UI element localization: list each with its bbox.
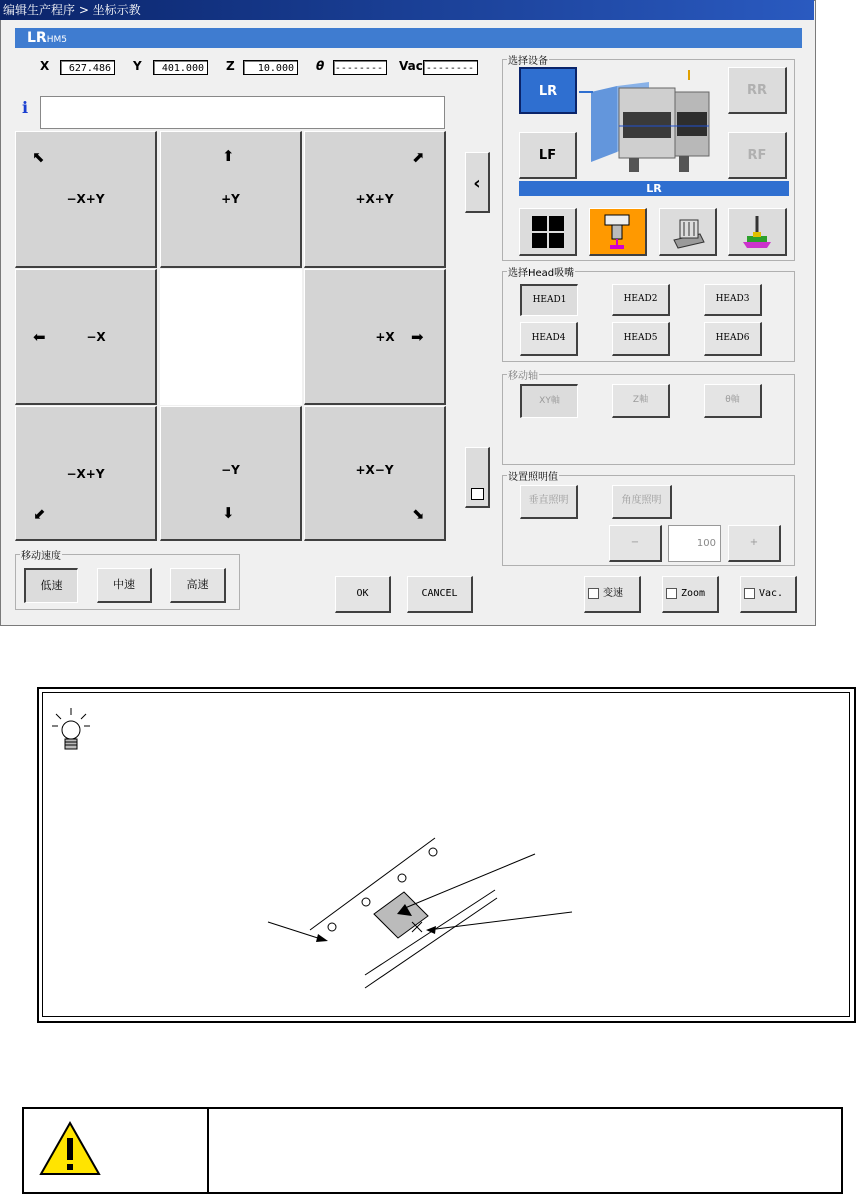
jog-left-button[interactable] bbox=[15, 269, 157, 405]
axis-xy-button[interactable]: XY軸 bbox=[520, 384, 578, 418]
device-lf-button[interactable]: LF bbox=[519, 132, 577, 179]
y-value: 401.000 bbox=[153, 60, 208, 75]
edit-window-button[interactable] bbox=[465, 447, 490, 508]
pcb-mark-diagram bbox=[260, 830, 580, 995]
jog-down-label: −Y bbox=[221, 463, 240, 477]
device-rf-button[interactable]: RF bbox=[728, 132, 787, 179]
vertical-light-button[interactable]: 垂直照明 bbox=[520, 485, 578, 519]
jog-down-left-label: −X+Y bbox=[66, 467, 105, 481]
speed-mid-button[interactable]: 中速 bbox=[97, 568, 152, 603]
device-group-label: 选择设备 bbox=[507, 52, 549, 67]
machine-image bbox=[579, 66, 724, 181]
jog-up-right-label: +X+Y bbox=[355, 192, 394, 206]
jog-up-right-button[interactable] bbox=[304, 131, 446, 268]
vac-label: Vac bbox=[399, 59, 423, 73]
speed-change-label: 变速 bbox=[603, 588, 623, 599]
speed-group-label: 移动速度 bbox=[20, 547, 62, 562]
jog-up-button[interactable] bbox=[160, 131, 302, 268]
jog-down-right-label: +X−Y bbox=[355, 463, 394, 477]
light-decrease-button[interactable]: − bbox=[609, 525, 662, 562]
lightbulb-icon bbox=[50, 706, 96, 754]
grid-icon bbox=[532, 216, 564, 248]
zoom-checkbox[interactable] bbox=[666, 588, 677, 599]
head-camera-icon bbox=[601, 213, 635, 251]
head1-button[interactable]: HEAD1 bbox=[520, 284, 578, 316]
theta-value: -------- bbox=[333, 60, 387, 75]
jog-left-label: −X bbox=[86, 330, 106, 344]
board-view-button[interactable] bbox=[728, 208, 787, 256]
jog-center bbox=[160, 269, 302, 405]
head2-button[interactable]: HEAD2 bbox=[612, 284, 670, 316]
arrow-up-icon: ⬆ bbox=[222, 147, 235, 165]
warning-icon bbox=[38, 1120, 102, 1178]
arrow-left-icon: ⬅ bbox=[33, 328, 46, 346]
jog-right-button[interactable] bbox=[304, 269, 446, 405]
x-label: X bbox=[40, 59, 50, 73]
arrow-down-icon: ⬇ bbox=[222, 504, 235, 522]
jog-up-left-button[interactable] bbox=[15, 131, 157, 268]
head5-button[interactable]: HEAD5 bbox=[612, 322, 670, 356]
cancel-button[interactable]: CANCEL bbox=[407, 576, 473, 613]
view-grid-button[interactable] bbox=[519, 208, 577, 256]
info-icon: i bbox=[22, 98, 29, 117]
axis-group-label: 移动轴 bbox=[507, 367, 539, 382]
chevron-left-icon: ‹ bbox=[473, 173, 481, 194]
head6-button[interactable]: HEAD6 bbox=[704, 322, 762, 356]
vac-value: -------- bbox=[423, 60, 478, 75]
z-value: 10.000 bbox=[243, 60, 298, 75]
light-group-label: 设置照明值 bbox=[507, 468, 559, 483]
device-rr-button[interactable]: RR bbox=[728, 67, 787, 114]
window-title: 编辑生产程序 > 坐标示教 bbox=[0, 0, 814, 20]
arrow-up-right-icon: ⬈ bbox=[412, 148, 425, 166]
head-group-label: 选择Head吸嘴 bbox=[507, 264, 575, 279]
z-label: Z bbox=[226, 59, 235, 73]
banner-machine: LR bbox=[27, 30, 47, 46]
head-camera-button[interactable] bbox=[589, 208, 647, 256]
edit-icon bbox=[471, 488, 484, 500]
jog-down-right-button[interactable] bbox=[304, 406, 446, 541]
speed-change-toggle[interactable] bbox=[584, 576, 641, 613]
feeder-icon bbox=[670, 214, 706, 250]
jog-up-label: +Y bbox=[221, 192, 240, 206]
caution-box bbox=[22, 1107, 843, 1194]
light-increase-button[interactable]: + bbox=[728, 525, 781, 562]
arrow-up-left-icon: ⬉ bbox=[32, 148, 45, 166]
board-camera-icon bbox=[739, 214, 775, 250]
zoom-toggle[interactable] bbox=[662, 576, 719, 613]
vac-toggle[interactable] bbox=[740, 576, 797, 613]
speed-change-checkbox[interactable] bbox=[588, 588, 599, 599]
theta-label: θ bbox=[316, 59, 325, 73]
banner-model: HM5 bbox=[46, 35, 67, 45]
current-device-bar: LR bbox=[519, 181, 789, 196]
feeder-view-button[interactable] bbox=[659, 208, 717, 256]
collapse-panel-button[interactable] bbox=[465, 152, 490, 213]
light-value-field[interactable]: 100 bbox=[668, 525, 721, 562]
arrow-right-icon: ➡ bbox=[411, 328, 424, 346]
info-message-box bbox=[40, 96, 445, 129]
angle-light-button[interactable]: 角度照明 bbox=[612, 485, 672, 519]
jog-down-button[interactable] bbox=[160, 406, 302, 541]
y-label: Y bbox=[133, 59, 142, 73]
jog-right-label: +X bbox=[375, 330, 395, 344]
zoom-label: Zoom bbox=[681, 588, 706, 599]
jog-up-left-label: −X+Y bbox=[66, 192, 105, 206]
jog-down-left-button[interactable] bbox=[15, 406, 157, 541]
head4-button[interactable]: HEAD4 bbox=[520, 322, 578, 356]
caution-divider bbox=[207, 1107, 209, 1194]
arrow-down-left-icon: ⬋ bbox=[33, 505, 46, 523]
vac-checkbox[interactable] bbox=[744, 588, 755, 599]
ok-button[interactable]: OK bbox=[335, 576, 391, 613]
speed-high-button[interactable]: 高速 bbox=[170, 568, 226, 603]
speed-low-button[interactable]: 低速 bbox=[24, 568, 78, 603]
vac-toggle-label: Vac. bbox=[759, 588, 784, 599]
head3-button[interactable]: HEAD3 bbox=[704, 284, 762, 316]
device-lr-button[interactable]: LR bbox=[519, 67, 577, 114]
arrow-down-right-icon: ⬊ bbox=[412, 505, 425, 523]
x-value: 627.486 bbox=[60, 60, 115, 75]
axis-z-button[interactable]: Z軸 bbox=[612, 384, 670, 418]
machine-banner bbox=[15, 28, 802, 48]
axis-theta-button[interactable]: θ軸 bbox=[704, 384, 762, 418]
